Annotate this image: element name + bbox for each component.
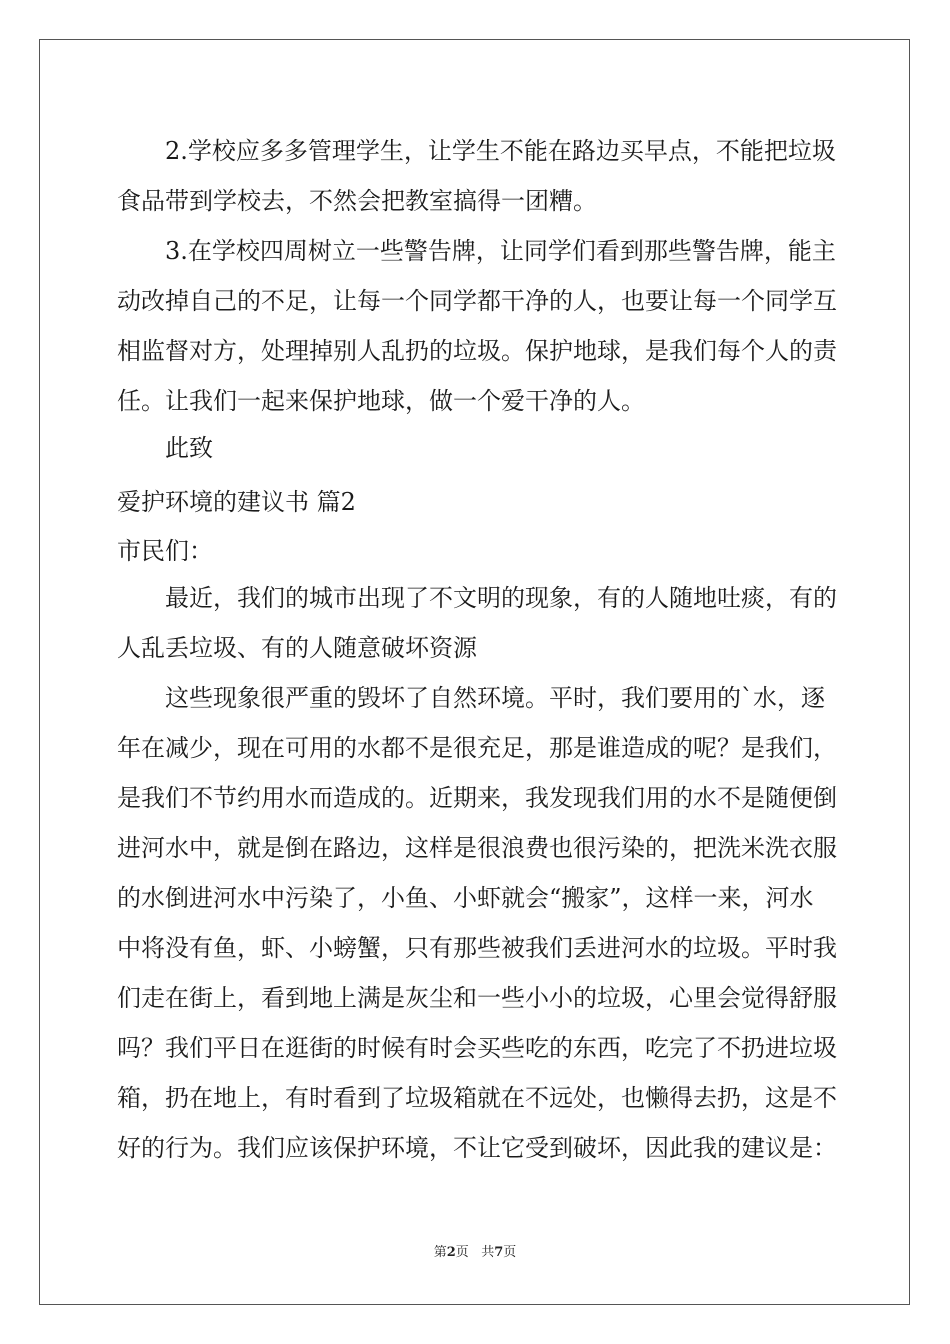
text-line: 是我们不节约用水而造成的。近期来，我发现我们用的水不是随便倒 [117, 784, 837, 812]
text-line: 人乱丢垃圾、有的人随意破坏资源 [117, 634, 477, 662]
total-pages: 7 [494, 1245, 504, 1260]
text-line: 好的行为。我们应该保护环境，不让它受到破坏，因此我的建议是： [117, 1134, 837, 1162]
text-line: 的水倒进河水中污染了，小鱼、小虾就会“搬家”，这样一来，河水 [117, 884, 814, 912]
text-line: 2.学校应多多管理学生，让学生不能在路边买早点，不能把垃圾 [165, 137, 836, 165]
total-suffix: 页 [503, 1245, 517, 1260]
section-heading: 爱护环境的建议书 篇2 [117, 488, 356, 516]
text-line: 吗？我们平日在逛街的时候有时会买些吃的东西，吃完了不扔进垃圾 [117, 1034, 837, 1062]
page-number: 2 [446, 1245, 456, 1260]
text-line: 年在减少，现在可用的水都不是很充足，那是谁造成的呢？是我们， [117, 734, 837, 762]
page-prefix: 第 [433, 1245, 447, 1260]
text-line: 动改掉自己的不足，让每一个同学都干净的人，也要让每一个同学互 [117, 287, 837, 315]
text-line: 食品带到学校去，不然会把教室搞得一团糟。 [117, 187, 597, 215]
text-line: 这些现象很严重的毁坏了自然环境。平时，我们要用的`水，逐 [165, 684, 825, 712]
text-line: 任。让我们一起来保护地球，做一个爱干净的人。 [117, 387, 645, 415]
text-line: 进河水中，就是倒在路边，这样是很浪费也很污染的，把洗米洗衣服 [117, 834, 837, 862]
text-line: 中将没有鱼，虾、小螃蟹，只有那些被我们丢进河水的垃圾。平时我 [117, 934, 837, 962]
text-line: 们走在街上，看到地上满是灰尘和一些小小的垃圾，心里会觉得舒服 [117, 984, 837, 1012]
text-line: 箱，扔在地上，有时看到了垃圾箱就在不远处，也懒得去扔，这是不 [117, 1084, 837, 1112]
page-suffix: 页 [455, 1245, 469, 1260]
text-line: 相监督对方，处理掉别人乱扔的垃圾。保护地球，是我们每个人的责 [117, 337, 837, 365]
closing-text: 此致 [165, 434, 213, 462]
page-footer [0, 1244, 950, 1262]
text-line: 3.在学校四周树立一些警告牌，让同学们看到那些警告牌，能主 [165, 237, 836, 265]
salutation: 市民们： [117, 537, 213, 565]
text-line: 最近，我们的城市出现了不文明的现象，有的人随地吐痰，有的 [165, 584, 837, 612]
total-prefix: 共 [481, 1245, 495, 1260]
